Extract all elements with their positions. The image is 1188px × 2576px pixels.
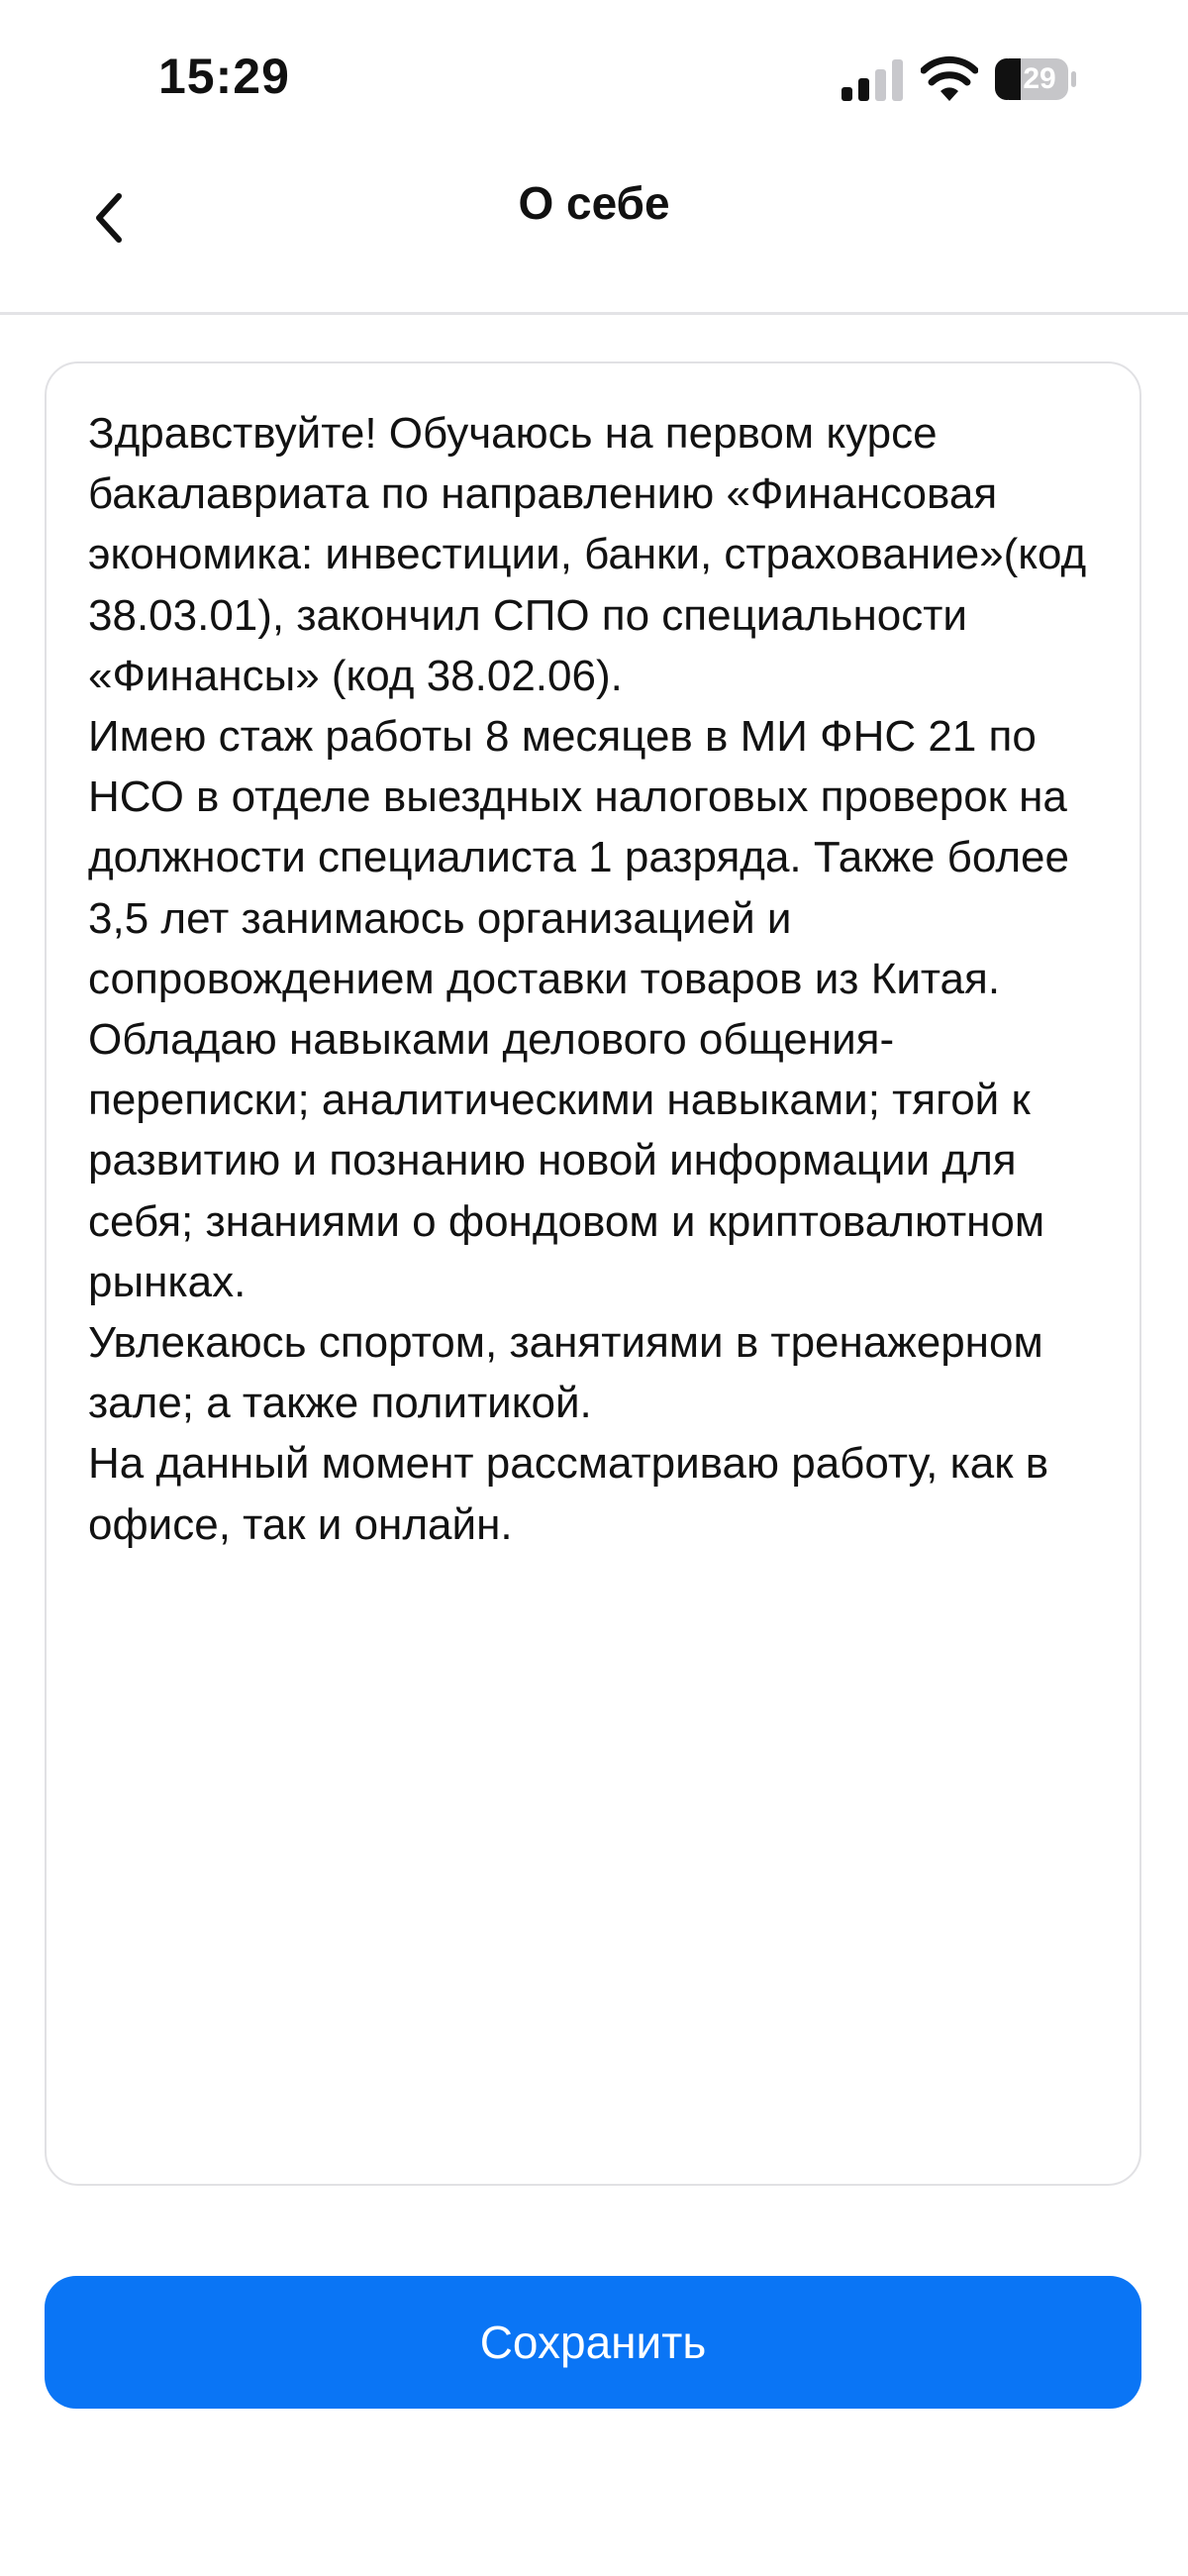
battery-level: 29 [1023, 62, 1056, 95]
about-me-text[interactable]: Здравствуйте! Обучаюсь на первом курсе бакалавриата по направлению «Финансовая экономика: инвестиции, банки, страхование»(код 38.03.01), закончил СПО по специальности «Финансы» (код 38.02.06). Имею стаж работы 8 месяцев в МИ ФНС 21 по НСО в отделе выездных налоговых проверок на должности специалиста 1 разряда. Также более 3,5 лет занимаюсь организацией и сопровождением доставки товаров из Китая. Обладаю навыками делового общения-переписки; аналитическими навыками; тягой к развитию и познанию новой информации для себя; знаниями о фондовом и криптовалютном рынках. Увлекаюсь спортом, занятиями в тренажерном зале; а также политикой. На данный момент рассматриваю работу, как в офисе, так и онлайн. [88, 409, 1087, 1549]
status-bar [0, 0, 1188, 149]
page-title: О себе [518, 177, 670, 229]
nav-bar [0, 149, 1188, 315]
wifi-icon [921, 55, 978, 101]
save-button[interactable]: Сохранить [45, 2276, 1141, 2409]
signal-icon [842, 59, 903, 101]
status-time: 15:29 [158, 49, 290, 104]
about-me-textarea[interactable] [45, 361, 1141, 2186]
